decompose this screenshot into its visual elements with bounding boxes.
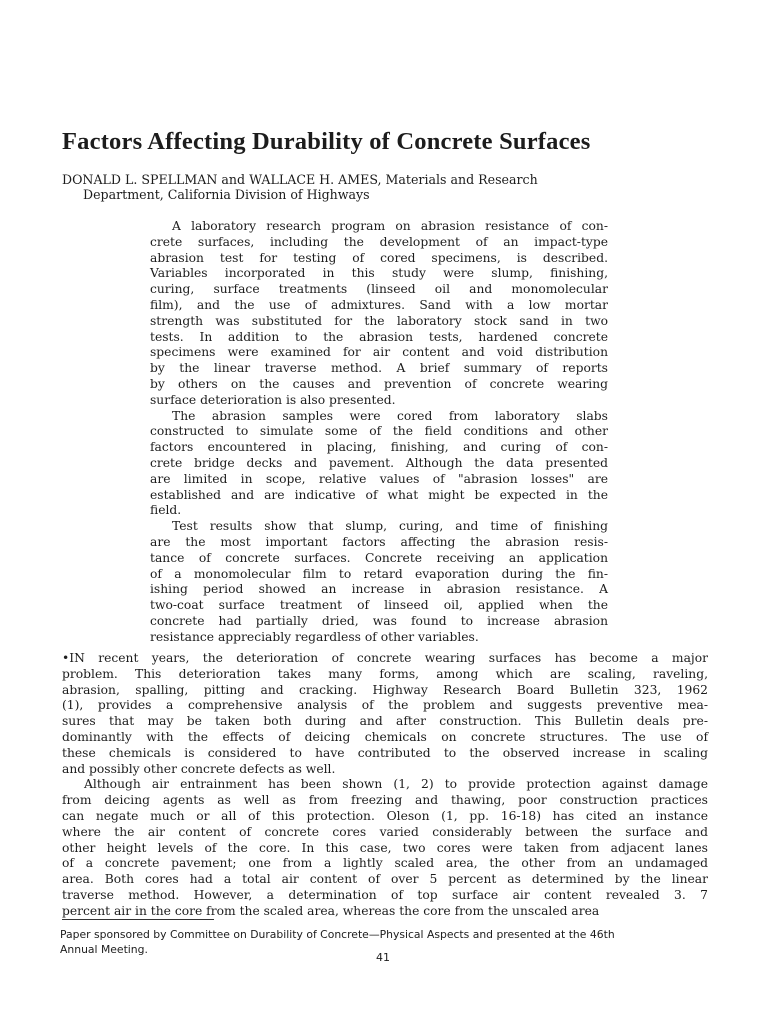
text-line: The abrasion samples were cored from laboratory slabs xyxy=(172,408,608,423)
text-line: (1), provides a comprehensive analysis of the problem and suggests preventive mea- xyxy=(62,698,708,713)
text-line: abrasion, spalling, pitting and cracking. Highway Research Board Bulletin 323, 1962 xyxy=(62,682,708,697)
text-line: constructed to simulate some of the field conditions and other xyxy=(150,424,608,439)
text-line: area. Both cores had a total air content of over 5 percent as determined by the linear xyxy=(62,872,708,887)
author-affiliation xyxy=(62,172,682,202)
text-line: two-coat surface treatment of linseed oil, applied when the xyxy=(150,598,608,613)
text-line: film), and the use of admixtures. Sand with a low mortar xyxy=(150,297,608,312)
text-line: strength was substituted for the laboratory stock sand in two xyxy=(150,313,608,328)
text-line: specimens were examined for air content and void distribution xyxy=(150,345,608,360)
text-line: field. xyxy=(150,503,182,518)
paragraph xyxy=(62,777,708,919)
text-line: are the most important factors affecting the abrasion resis- xyxy=(150,534,608,549)
text-line: problem. This deterioration takes many forms, among which are scaling, raveling, xyxy=(62,666,708,681)
text-line: of a monomolecular film to retard evaporation during the fin- xyxy=(150,566,608,581)
text-line: Although air entrainment has been shown (1, 2) to provide protection against damage xyxy=(84,777,708,792)
footnote-rule xyxy=(62,919,214,920)
body-text xyxy=(62,651,708,920)
text-line: A laboratory research program on abrasion resistance of con- xyxy=(172,219,608,233)
text-line: tests. In addition to the abrasion tests, hardened concrete xyxy=(150,329,608,344)
text-line: dominantly with the effects of deicing chemicals on concrete structures. The use of xyxy=(62,729,708,744)
text-line: surface deterioration is also presented. xyxy=(150,392,396,407)
author-line: DONALD L. SPELLMAN and WALLACE H. AMES, Materials and Research xyxy=(62,172,538,187)
footnote-line: Annual Meeting. xyxy=(60,942,148,956)
text-line: concrete had partially dried, was found to increase abrasion xyxy=(150,613,608,628)
footnote-line: Paper sponsored by Committee on Durability of Concrete—Physical Aspects and presented at the 46th xyxy=(60,928,615,941)
text-line: Variables incorporated in this study were slump, finishing, xyxy=(150,266,608,281)
page-number: 41 xyxy=(376,951,390,964)
text-line: Test results show that slump, curing, and time of finishing xyxy=(172,519,608,534)
paragraph xyxy=(150,409,608,520)
text-line: crete surfaces, including the development of an impact-type xyxy=(150,234,608,249)
text-line: traverse method. However, a determination of top surface air content revealed 3. 7 xyxy=(62,887,708,902)
text-line: abrasion test for testing of cored specimens, is described. xyxy=(150,250,608,265)
text-line: these chemicals is considered to have contributed to the observed increase in scaling xyxy=(62,745,708,760)
footnote xyxy=(60,928,720,957)
abstract xyxy=(150,219,608,646)
text-line: are limited in scope, relative values of "abrasion losses" are xyxy=(150,471,608,486)
text-line: resistance appreciably regardless of other variables. xyxy=(150,629,479,644)
text-line: can negate much or all of this protection. Oleson (1, pp. 16-18) has cited an instance xyxy=(62,808,708,823)
text-line: established and are indicative of what might be expected in the xyxy=(150,487,608,502)
text-line: and possibly other concrete defects as well. xyxy=(62,761,336,776)
text-line: factors encountered in placing, finishing, and curing of con- xyxy=(150,440,608,455)
text-line: other height levels of the core. In this case, two cores were taken from adjacent lanes xyxy=(62,840,708,855)
text-line: ishing period showed an increase in abrasion resistance. A xyxy=(150,582,608,597)
paragraph xyxy=(62,651,708,777)
text-line: by others on the causes and prevention of concrete wearing xyxy=(150,376,608,391)
text-line: •IN recent years, the deterioration of concrete wearing surfaces has become a major xyxy=(62,651,708,665)
paragraph xyxy=(150,519,608,645)
text-line: tance of concrete surfaces. Concrete receiving an application xyxy=(150,550,608,565)
text-line: crete bridge decks and pavement. Although the data presented xyxy=(150,455,608,470)
affiliation-line: Department, California Division of Highways xyxy=(83,187,370,202)
text-line: curing, surface treatments (linseed oil and monomolecular xyxy=(150,282,608,297)
paragraph xyxy=(150,219,608,409)
paper-title: Factors Affecting Durability of Concrete Surfaces xyxy=(62,128,591,155)
text-line: sures that may be taken both during and after construction. This Bulletin deals pre- xyxy=(62,714,708,729)
text-line: by the linear traverse method. A brief summary of reports xyxy=(150,361,608,376)
text-line: where the air content of concrete cores varied considerably between the surface and xyxy=(62,824,708,839)
text-line: percent air in the core from the scaled area, whereas the core from the unscaled area xyxy=(62,903,600,918)
text-line: of a concrete pavement; one from a lightly scaled area, the other from an undamaged xyxy=(62,856,708,871)
text-line: from deicing agents as well as from freezing and thawing, poor construction practices xyxy=(62,793,708,808)
